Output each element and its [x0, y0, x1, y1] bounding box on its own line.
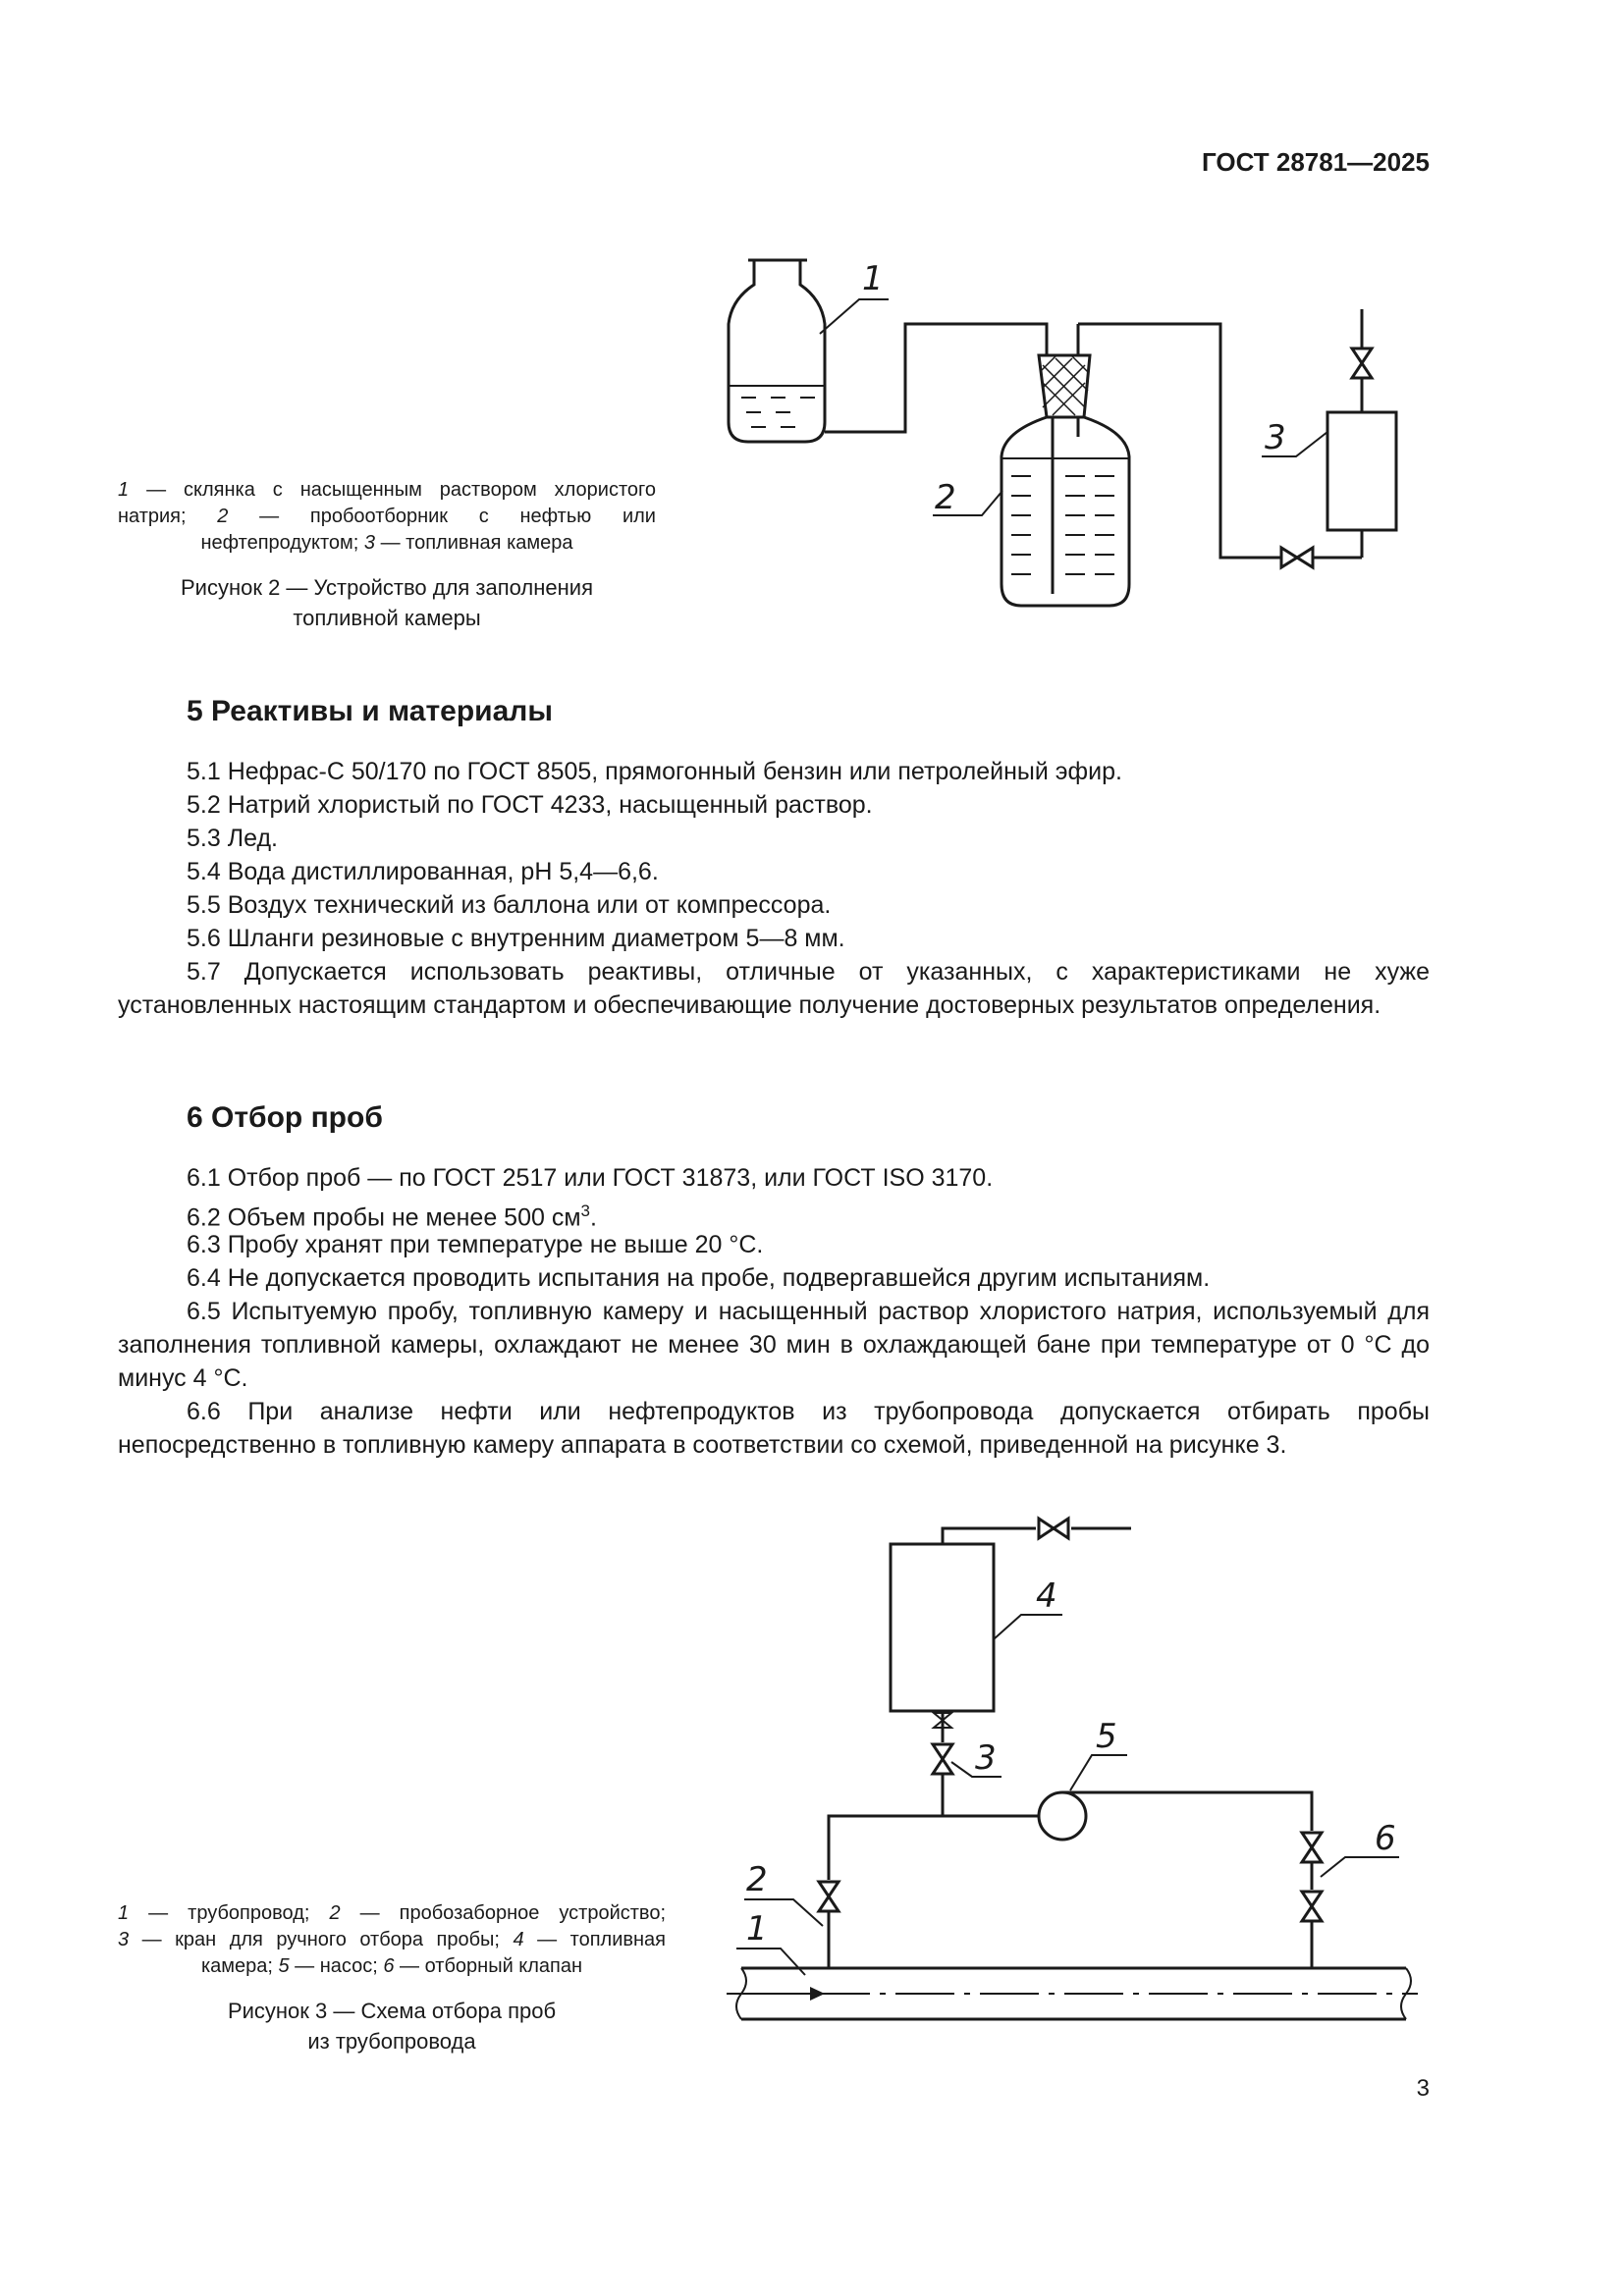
item-5-6: 5.6 Шланги резиновые с внутренним диаметром 5—8 мм.	[187, 925, 845, 952]
valve-3	[933, 1744, 952, 1774]
figure-3-legend-line-2: 3 — кран для ручного отбора пробы; 4 — топливная	[118, 1929, 666, 1950]
bottle-2-outline	[1001, 417, 1129, 606]
figure-2-legend-line-3: нефтепродуктом; 3 — топливная камера	[200, 532, 573, 554]
bottle-1-outline	[729, 260, 825, 442]
item-5-2: 5.2 Натрий хлористый по ГОСТ 4233, насыщенный раствор.	[187, 791, 873, 819]
item-5-1: 5.1 Нефрас-С 50/170 по ГОСТ 8505, прямогонный бензин или петролейный эфир.	[187, 758, 1122, 785]
valve-vertical	[1352, 348, 1372, 378]
fig2-label-3: 3	[1265, 418, 1286, 457]
section-6-title: 6 Отбор проб	[187, 1101, 383, 1134]
item-6-2: 6.2 Объем пробы не менее 500 $см^3$.	[187, 1201, 597, 1232]
fig3-label-5: 5	[1096, 1717, 1117, 1756]
valve-6-lower	[1302, 1892, 1322, 1921]
item-6-3: 6.3 Пробу хранят при температуре не выше 20 °С.	[187, 1231, 764, 1258]
stopper	[1039, 355, 1090, 417]
item-5-5: 5.5 Воздух технический из баллона или от компрессора.	[187, 891, 832, 919]
item-5-3: 5.3 Лед.	[187, 825, 278, 852]
figure-3-legend-line-3: камера; 5 — насос; 6 — отборный клапан	[200, 1955, 583, 1977]
fig2-label-2: 2	[935, 478, 956, 517]
valve-6-upper	[1302, 1833, 1322, 1862]
page-number: 3	[1416, 2075, 1430, 2102]
fig3-label-1: 1	[746, 1909, 768, 1949]
fig2-label-1: 1	[862, 259, 884, 298]
figure-2-caption: Рисунок 2 — Устройство для заполнения топливной камеры	[180, 575, 593, 630]
pump-5	[1039, 1792, 1086, 1840]
figure-2-legend-line-1: 1 — склянка с насыщенным раствором хлористого	[118, 479, 656, 501]
fig3-label-2: 2	[746, 1860, 768, 1899]
fig3-label-3: 3	[975, 1738, 997, 1778]
document-number: ГОСТ 28781—2025	[1202, 147, 1430, 177]
item-6-4: 6.4 Не допускается проводить испытания на пробе, подвергавшейся другим испытаниям.	[187, 1264, 1211, 1292]
item-6-6: 6.6 При анализе нефти или нефтепродуктов из трубопровода допускается отбирать пробы непосредственно в топливную камеру аппарата в соответствии со схемой, приведенной на рисунке 3.	[118, 1398, 1430, 1459]
fig3-label-6: 6	[1375, 1819, 1396, 1858]
item-5-4: 5.4 Вода дистиллированная, рН 5,4—6,6.	[187, 858, 659, 885]
figure-3-legend-line-1: 1 — трубопровод; 2 — пробозаборное устройство;	[118, 1902, 666, 1924]
valve-horizontal	[1281, 548, 1313, 567]
section-5-title: 5 Реактивы и материалы	[187, 695, 553, 727]
figure-2-legend-line-2: натрия; 2 — пробоотборник с нефтью или	[118, 506, 656, 527]
fuel-chamber-4	[891, 1544, 994, 1711]
valve-top	[1039, 1519, 1068, 1538]
fig3-label-4: 4	[1036, 1576, 1057, 1616]
figure-3-caption: Рисунок 3 — Схема отбора проб из трубопровода	[227, 1999, 557, 2054]
item-6-1: 6.1 Отбор проб — по ГОСТ 2517 или ГОСТ 31873, или ГОСТ ISO 3170.	[187, 1164, 994, 1192]
item-6-5: 6.5 Испытуемую пробу, топливную камеру и насыщенный раствор хлористого натрия, используемый для заполнения топливной камеры, охлаждают не менее 30 мин в охлаждающей бане при температуре от 0 °С до минус 4 °С.	[118, 1298, 1430, 1392]
fuel-chamber-3	[1327, 412, 1396, 530]
valve-2	[819, 1882, 839, 1911]
item-5-7: 5.7 Допускается использовать реактивы, отличные от указанных, с характеристиками не хуже установленных настоящим стандартом и обеспечивающие получение достоверных результатов определения.	[118, 958, 1430, 1019]
